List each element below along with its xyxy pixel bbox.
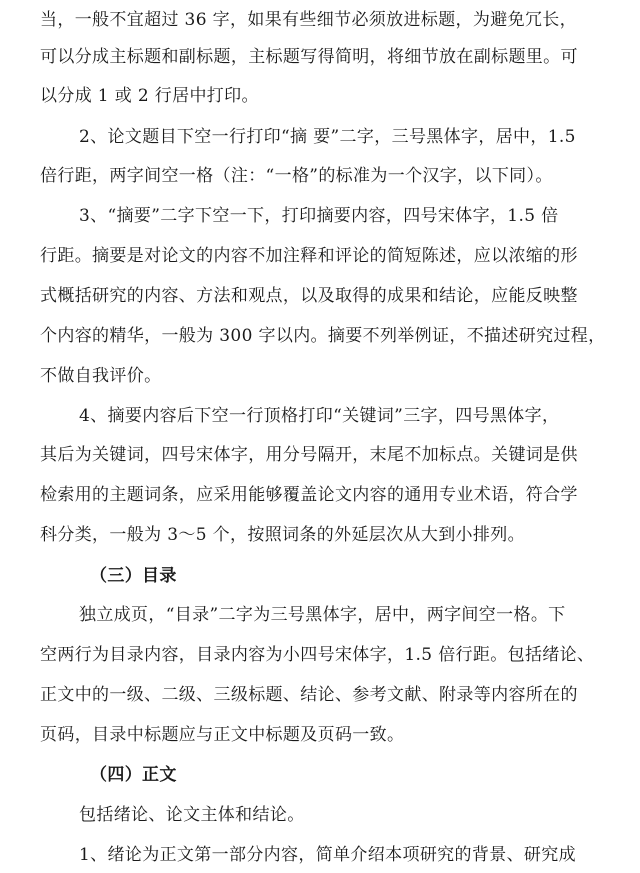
text-line: 正文中的一级、二级、三级标题、结论、参考文献、附录等内容所在的 <box>40 685 578 705</box>
text-line: 个内容的精华，一般为 300 字以内。摘要不列举例证，不描述研究过程， <box>40 326 606 346</box>
text-line: 1、绪论为正文第一部分内容，简单介绍本项研究的背景、研究成 <box>79 845 576 865</box>
text-line: 倍行距，两字间空一格（注：“一格”的标准为一个汉字，以下同）。 <box>40 166 553 186</box>
text-line: 其后为关键词，四号宋体字，用分号隔开，末尾不加标点。关键词是供 <box>40 445 578 465</box>
text-line: 独立成页，“目录”二字为三号黑体字，居中，两字间空一格。下 <box>79 605 566 625</box>
text-line: 2、论文题目下空一行打印“摘 要”二字，三号黑体字，居中，1.5 <box>79 127 576 147</box>
text-line: 行距。摘要是对论文的内容不加注释和评论的简短陈述，应以浓缩的形 <box>40 246 578 266</box>
text-line: 科分类，一般为 3～5 个，按照词条的外延层次从大到小排列。 <box>40 525 525 545</box>
text-line: 3、“摘要”二字下空一下，打印摘要内容，四号宋体字，1.5 倍 <box>79 206 559 226</box>
text-line: 当，一般不宜超过 36 字，如果有些细节必须放进标题，为避免冗长， <box>40 10 577 30</box>
text-line: 以分成 1 或 2 行居中打印。 <box>40 86 259 106</box>
section-heading: （三）目录 <box>90 566 177 586</box>
text-line: 包括绪论、论文主体和结论。 <box>79 805 305 825</box>
text-line: 4、摘要内容后下空一行顶格打印“关键词”三字，四号黑体字， <box>79 406 560 426</box>
text-line: 不做自我评价。 <box>40 366 162 386</box>
text-line: 页码，目录中标题应与正文中标题及页码一致。 <box>40 725 405 745</box>
text-line: 式概括研究的内容、方法和观点，以及取得的成果和结论，应能反映整 <box>40 286 578 306</box>
section-heading: （四）正文 <box>90 765 177 785</box>
text-line: 可以分成主标题和副标题，主标题写得简明，将细节放在副标题里。可 <box>40 47 578 67</box>
text-line: 检索用的主题词条，应采用能够覆盖论文内容的通用专业术语，符合学 <box>40 485 578 505</box>
text-line: 空两行为目录内容，目录内容为小四号宋体字，1.5 倍行距。包括绪论、 <box>40 645 595 665</box>
